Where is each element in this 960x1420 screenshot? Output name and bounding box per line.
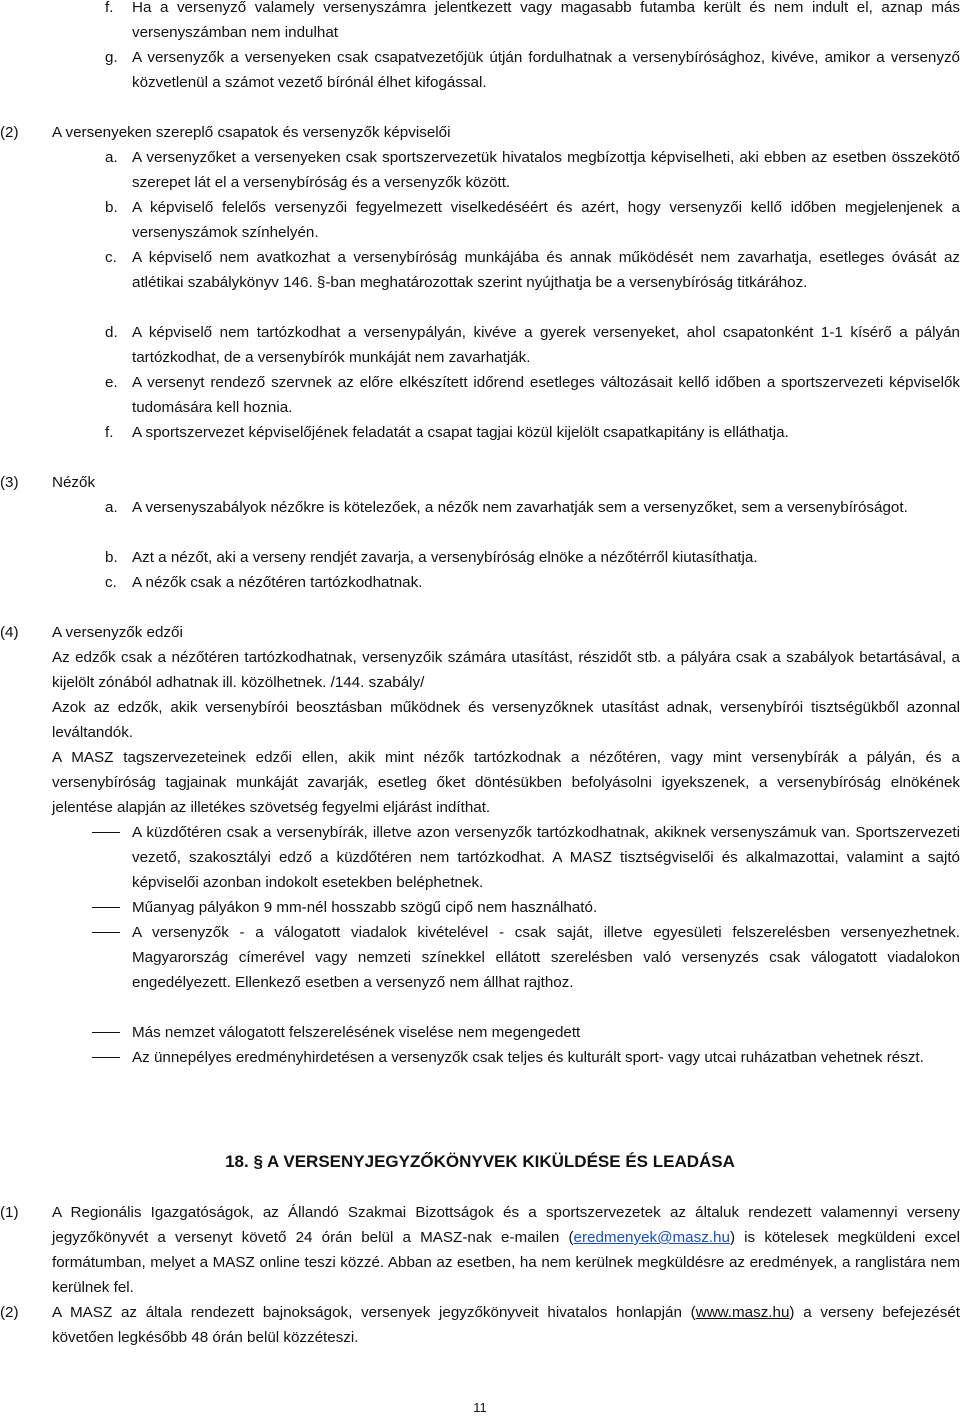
section-heading: A versenyzők edzői — [52, 624, 183, 641]
paragraph — [52, 1300, 960, 1350]
page-number: 11 — [473, 1400, 487, 1415]
item-text: A képviselő nem tartózkodhat a versenypályán, kivéve a gyerek versenyeket, ahol csapatonként 1-1 kísérő a pályán tartózkodhat, de a versenybírók munkáját nem zavarhatják. — [132, 324, 960, 366]
item-label: b. — [105, 199, 118, 216]
bullet-dash — [92, 1032, 120, 1033]
item-label: g. — [105, 49, 118, 66]
paragraph: Azok az edzők, akik versenybírói beosztásban működnek és versenyzőknek utasítást adnak, versenybírói tisztségükből azonnal leváltandók. — [52, 699, 960, 741]
text-run: A MASZ az általa rendezett bajnokságok, versenyek jegyzőkönyveit hivatalos honlapján ( — [52, 1304, 696, 1321]
email-link[interactable]: eredmenyek@masz.hu — [573, 1229, 730, 1246]
item-text: A képviselő nem avatkozhat a versenybíróság munkájába és annak működését nem zavarhatja, esetleges óvását az atlétikai szabálykönyv 146. §-ban meghatározottak szerint nyújthatja be a versenybíróság titkárához. — [132, 249, 960, 291]
item-text: Ha a versenyző valamely versenyszámra jelentkezett vagy magasabb futamba került és nem indult el, aznap más versenyszámban nem indulhat — [132, 0, 960, 41]
section-heading: Nézők — [52, 474, 96, 491]
item-text: Azt a nézőt, aki a verseny rendjét zavarja, a versenybíróság elnöke a nézőtérről kiutasíthatja. — [132, 549, 758, 566]
item-text: A versenyt rendező szervnek az előre elkészített időrend esetleges változásait kellő időben a sportszervezeti képviselők tudomására kell hoznia. — [132, 374, 960, 416]
item-label: f. — [105, 0, 114, 16]
bullet-text: A küzdőtéren csak a versenybírák, illetve azon versenyzők tartózkodhatnak, akiknek versenyszámuk van. Sportszervezeti vezető, szakosztályi edző a küzdőtéren nem tartózkodhat. A MASZ tisztségviselői és alkalmazottai, valamint a sajtó képviselői azonban indokolt esetekben beléphetnek. — [132, 824, 960, 891]
item-label: e. — [105, 374, 118, 391]
item-label: b. — [105, 549, 118, 566]
item-label: c. — [105, 249, 117, 266]
bullet-text: Más nemzet válogatott felszerelésének viselése nem megengedett — [132, 1024, 581, 1041]
bullet-dash — [92, 907, 120, 908]
item-text: A képviselő felelős versenyzői fegyelmezett viselkedéséért és azért, hogy versenyzői kellő időben megjelenjenek a versenyszámok színhelyén. — [132, 199, 960, 241]
section-number: (4) — [0, 624, 19, 641]
bullet-dash — [92, 1057, 120, 1058]
item-text: A sportszervezet képviselőjének feladatát a csapat tagjai közül kijelölt csapatkapitány is elláthatja. — [132, 424, 789, 441]
bullet-text: Műanyag pályákon 9 mm-nél hosszabb szögű cipő nem használható. — [132, 899, 598, 916]
text-run: A Regionális Igazgatóságok, az Állandó Szakmai Bizottságok és a sportszervezetek az általuk rendezett valamennyi verseny jegyzőkönyvét a versenyt követő 24 órán belül a MASZ-nak e-mailen ( — [52, 1204, 960, 1246]
item-text: A versenyszabályok nézőkre is kötelezőek, a nézők nem zavarhatják sem a versenyzőket, sem a versenybíróságot. — [132, 499, 908, 516]
text-run: ) a verseny befejezését követően legkésőbb 48 órán belül közzéteszi. — [52, 1304, 960, 1346]
bullet-text: A versenyzők - a válogatott viadalok kivételével - csak saját, illetve egyesületi felszerelésben versenyezhetnek. Magyarország címerével vagy nemzeti színekkel ellátott szerelésben való versenyzés csak válogatott viadalokon engedélyezett. Ellenkező esetben a versenyző nem állhat rajthoz. — [132, 924, 960, 991]
paragraph-number: (1) — [0, 1204, 19, 1221]
section-title: 18. § A VERSENYJEGYZŐKÖNYVEK KIKÜLDÉSE ÉS LEADÁSA — [225, 1152, 735, 1171]
paragraph: A MASZ tagszervezeteinek edzői ellen, akik mint nézők tartózkodnak a nézőtéren, vagy mint versenybírák a pályán, és a versenybíróság tagjainak munkáját zavarják, esetleg őket döntésükben befolyásolni igyekszenek, a versenybíróság elnökének jelentése alapján az illetékes szövetség fegyelmi eljárást indíthat. — [52, 749, 960, 816]
text-run: ) is kötelesek megküldeni excel formátumban, melyet a MASZ online teszi közzé. Abban az esetben, ha nem kerülnek megküldésre az eredmények, a ranglistára nem kerülnek fel. — [52, 1229, 960, 1296]
paragraph-number: (2) — [0, 1304, 19, 1321]
item-label: f. — [105, 424, 114, 441]
item-label: a. — [105, 499, 118, 516]
item-text: A versenyzők a versenyeken csak csapatvezetőjük útján fordulhatnak a versenybírósághoz, kivéve, amikor a versenyző közvetlenül a számot vezető bírónál élhet kifogással. — [132, 49, 960, 91]
bullet-text: Az ünnepélyes eredményhirdetésen a versenyzők csak teljes és kulturált sport- vagy utcai ruházatban vehetnek részt. — [132, 1049, 924, 1066]
section-heading: A versenyeken szereplő csapatok és versenyzők képviselői — [52, 124, 451, 141]
item-text: A versenyzőket a versenyeken csak sportszervezetük hivatalos megbízottja képviselheti, aki ebben az esetben összekötő szerepet lát el a versenybíróság és a versenyzők között. — [132, 149, 960, 191]
website-link[interactable]: www.masz.hu — [695, 1304, 790, 1321]
item-label: a. — [105, 149, 118, 166]
item-label: d. — [105, 324, 118, 341]
paragraph — [52, 1200, 960, 1300]
bullet-dash — [92, 932, 120, 933]
bullet-dash — [92, 832, 120, 833]
paragraph: Az edzők csak a nézőtéren tartózkodhatnak, versenyzőik számára utasítást, részidőt stb. a pályára csak a szabályok betartásával, a kijelölt zónából adhatnak ill. közölhetnek. /144. szabály/ — [52, 649, 960, 691]
item-label: c. — [105, 574, 117, 591]
section-number: (3) — [0, 474, 19, 491]
item-text: A nézők csak a nézőtéren tartózkodhatnak. — [132, 574, 423, 591]
section-number: (2) — [0, 124, 19, 141]
